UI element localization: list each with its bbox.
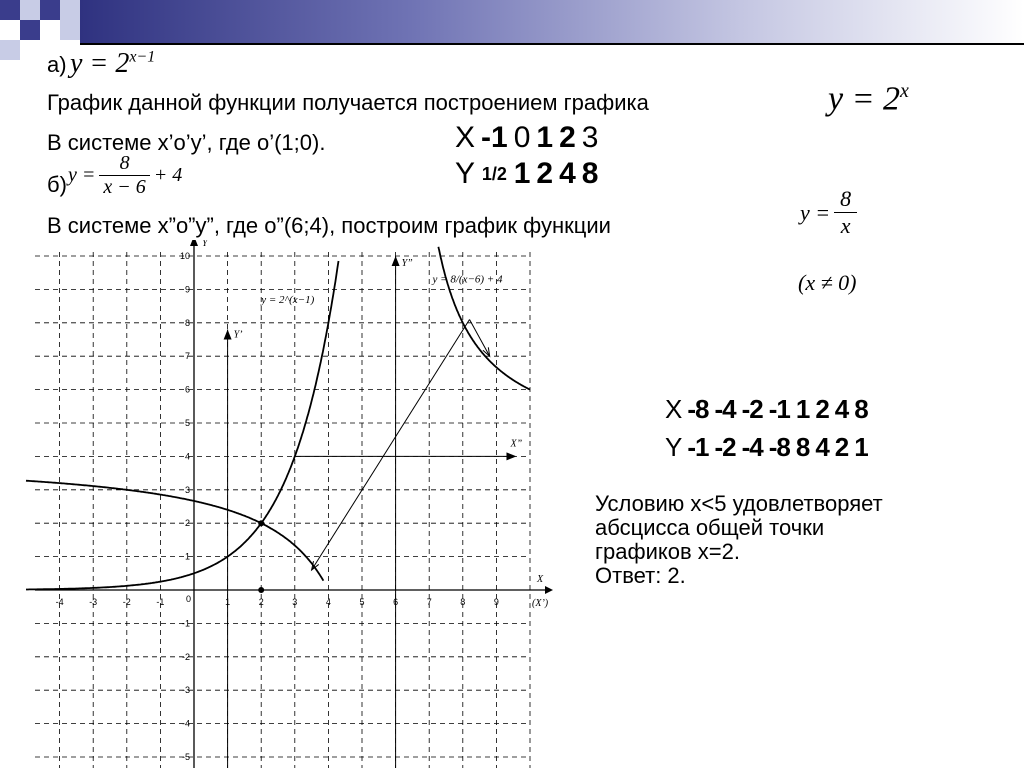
table1-y-cell: 8 xyxy=(581,157,599,190)
x-tick-label: 3 xyxy=(292,597,298,607)
x-tick-label: 2 xyxy=(258,597,264,607)
y-tick-label: 10 xyxy=(179,251,190,261)
table1-x-cell: -1 xyxy=(481,121,508,154)
values-table-1 xyxy=(452,120,601,192)
table2-y-row xyxy=(662,428,871,466)
y-tick-label: -1 xyxy=(181,618,190,629)
y-tick-label: -4 xyxy=(181,718,190,729)
condition-text: (x ≠ 0) xyxy=(798,270,857,295)
table1-y-cell: 4 xyxy=(559,157,576,190)
table2-x-cell: 1 xyxy=(795,394,810,424)
corner-square-5 xyxy=(20,20,40,40)
table2-x-cell: -2 xyxy=(741,394,763,424)
top-bar xyxy=(80,0,1024,43)
x-tick-label: -3 xyxy=(89,597,98,607)
table2-y-label: Y xyxy=(665,432,682,462)
corner-square-3 xyxy=(40,0,60,20)
curve-annotation: y = 8/(x−6) + 4 xyxy=(432,273,503,286)
x-tick-label: 4 xyxy=(325,597,331,607)
corner-square-6 xyxy=(0,40,20,60)
y-tick-label: 8 xyxy=(184,317,190,328)
x-tick-label: -2 xyxy=(122,597,131,607)
curve-annotation: y = 2^(x−1) xyxy=(261,293,315,306)
corner-square-1 xyxy=(0,0,20,20)
part-b-formula: y = 8 x − 6 + 4 xyxy=(68,152,183,198)
y2-axis-label: Y” xyxy=(401,258,413,269)
table1-y-cell: 1/2 xyxy=(481,164,507,184)
y-tick-label: 7 xyxy=(184,351,190,362)
y-axis-label: Y xyxy=(202,240,208,249)
y-tick-label: -5 xyxy=(181,752,190,762)
line3-formula: y = 8 x xyxy=(800,186,857,239)
part-b-label: б) xyxy=(47,172,67,197)
curve-series-3 xyxy=(438,247,530,390)
x-tick-label: -1 xyxy=(156,597,165,607)
table2-y-cell: -1 xyxy=(687,432,709,462)
y-tick-label: -2 xyxy=(181,651,190,662)
conclusion-line-2: абсцисса общей точки xyxy=(595,515,825,540)
x-axis-label: X xyxy=(537,574,544,585)
header-rule xyxy=(80,43,1024,45)
y-tick-label: 6 xyxy=(184,384,190,395)
conclusion-block xyxy=(595,492,883,588)
table1-y-cell: 2 xyxy=(536,157,554,190)
corner-square-4 xyxy=(60,0,80,20)
table1-y-row xyxy=(452,156,601,192)
table1-x-cell: 2 xyxy=(559,121,576,154)
table2-y-cell: 4 xyxy=(815,432,829,462)
y-tick-label: 9 xyxy=(184,284,190,295)
table1-x-label: X xyxy=(455,121,476,154)
curve-series-1 xyxy=(26,261,339,590)
table2-y-cell: -4 xyxy=(741,432,763,462)
table2-x-row xyxy=(662,390,871,428)
table2-x-label: X xyxy=(665,394,682,424)
conclusion-line-1: Условию x<5 удовлетворяет xyxy=(595,491,883,516)
y-tick-label: 5 xyxy=(184,418,190,428)
table2-x-cell: -1 xyxy=(768,394,790,424)
table2-x-cell: 4 xyxy=(834,394,849,424)
x-alt-axis-label: (X’) xyxy=(532,598,549,609)
table2-y-cell: -2 xyxy=(714,432,736,462)
part-a-label: а) xyxy=(47,52,67,77)
table2-x-cell: 8 xyxy=(854,394,868,424)
x2_axis-arrowhead xyxy=(506,452,516,460)
function-graph xyxy=(0,240,600,768)
x-tick-label: 8 xyxy=(460,597,466,607)
y-tick-label: 1 xyxy=(184,551,190,562)
x-tick-label: 5 xyxy=(359,597,365,607)
line1-text: График данной функции получается построением графика xyxy=(47,90,649,115)
origin-label: 0 xyxy=(185,594,191,604)
table1-x-row xyxy=(452,120,601,156)
table2-y-cell: 1 xyxy=(854,432,868,462)
y-axis-arrowhead xyxy=(190,240,198,246)
part-a-formula: $y = 2^{x-1}$ xyxy=(70,48,156,79)
table2-x-cell: 2 xyxy=(815,394,829,424)
table1-x-cell: 0 xyxy=(513,121,531,154)
marked-point xyxy=(258,587,264,593)
x-axis-arrowhead xyxy=(545,586,553,594)
corner-square-7 xyxy=(60,20,80,40)
x-tick-label: 9 xyxy=(493,597,499,607)
conclusion-line-3: графиков x=2. xyxy=(595,539,740,564)
values-table-2 xyxy=(662,390,871,466)
table2-x-cell: -4 xyxy=(714,394,736,424)
table2-y-cell: 2 xyxy=(834,432,849,462)
table1-x-cell: 1 xyxy=(536,121,554,154)
corner-square-2 xyxy=(20,0,40,20)
x-tick-label: 1 xyxy=(225,597,231,607)
y-tick-label: 2 xyxy=(184,518,190,529)
x-tick-label: 7 xyxy=(426,597,432,607)
y-tick-label: 4 xyxy=(184,451,190,462)
y1-axis-label: Y’ xyxy=(233,329,243,341)
y-tick-label: 3 xyxy=(184,484,190,495)
x-tick-label: 6 xyxy=(393,597,399,607)
conclusion-line-4: Ответ: 2. xyxy=(595,563,686,588)
table2-y-cell: -8 xyxy=(768,432,790,462)
table2-y-cell: 8 xyxy=(795,432,810,462)
x-tick-label: -4 xyxy=(55,597,64,607)
line1-formula: $y = 2^x$ xyxy=(828,80,909,118)
y1_axis-arrowhead xyxy=(224,329,232,339)
table1-y-cell: 1 xyxy=(513,157,531,190)
y2_axis-arrowhead xyxy=(392,256,400,266)
table1-y-label: Y xyxy=(455,157,476,190)
line3-text: В системе x”o”y”, где o”(6;4), построим график функции xyxy=(47,213,611,238)
shift-arrow xyxy=(312,319,470,570)
table1-x-cell: 3 xyxy=(581,121,599,154)
table2-x-cell: -8 xyxy=(687,394,709,424)
marked-point xyxy=(258,520,264,526)
x2-axis-label: X” xyxy=(510,438,523,450)
y-tick-label: -3 xyxy=(181,685,190,696)
line2-text: В системе x’o’y’, где o’(1;0). xyxy=(47,130,326,155)
